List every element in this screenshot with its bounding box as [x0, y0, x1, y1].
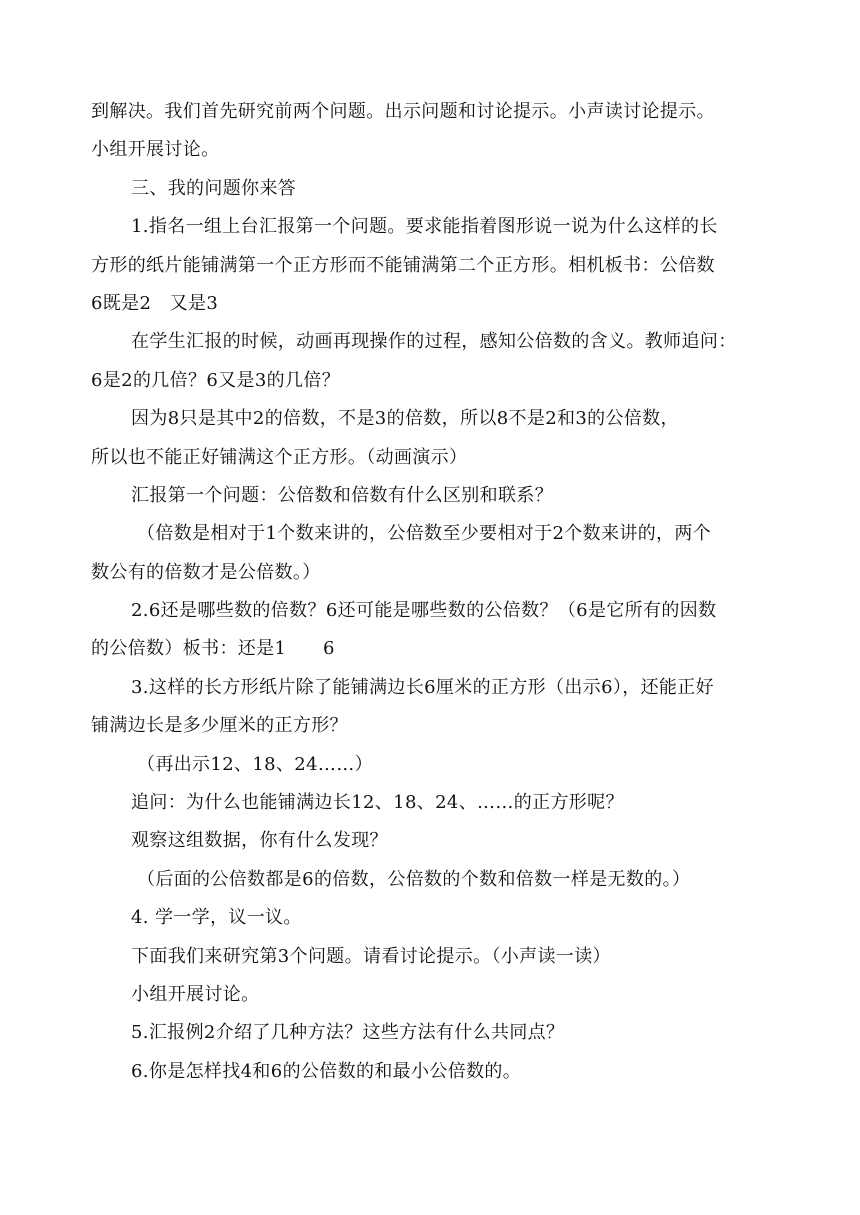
text-line: 5.汇报例2介绍了几种方法？这些方法有什么共同点？	[131, 1022, 565, 1044]
text-line: 2.6还是哪些数的倍数？6还可能是哪些数的公倍数？（6是它所有的因数	[131, 600, 717, 622]
section-heading: 三、我的问题你来答	[131, 177, 297, 199]
text-line: 铺满边长是多少厘米的正方形？	[91, 715, 348, 737]
text-line: 的公倍数）板书：还是1 6	[91, 638, 335, 660]
text-line: 汇报第一个问题：公倍数和倍数有什么区别和联系？	[131, 484, 554, 506]
text-line: 下面我们来研究第3个问题。请看讨论提示。（小声读一读）	[131, 945, 611, 967]
text-line: （后面的公倍数都是6的倍数，公倍数的个数和倍数一样是无数的。）	[137, 868, 691, 890]
text-line: 小组开展讨论。	[91, 139, 220, 161]
text-line: 小组开展讨论。	[131, 983, 260, 1005]
text-line: 到解决。我们首先研究前两个问题。出示问题和讨论提示。小声读讨论提示。	[91, 101, 715, 122]
text-line: 方形的纸片能铺满第一个正方形而不能铺满第二个正方形。相机板书：公倍数	[91, 254, 715, 276]
text-line: （倍数是相对于1个数来讲的，公倍数至少要相对于2个数来讲的，两个	[137, 523, 712, 545]
text-line: 所以也不能正好铺满这个正方形。（动画演示）	[91, 446, 468, 468]
text-line: 6.你是怎样找4和6的公倍数的和最小公倍数的。	[131, 1060, 522, 1082]
text-line: 数公有的倍数才是公倍数。）	[91, 561, 321, 583]
text-line: 4. 学一学，议一议。	[131, 907, 302, 929]
text-line: 在学生汇报的时候，动画再现操作的过程，感知公倍数的含义。教师追问：	[131, 331, 737, 353]
text-line: 追问：为什么也能铺满边长12、18、24、……的正方形呢？	[131, 792, 624, 814]
text-line: （再出示12、18、24……）	[137, 753, 373, 775]
text-line: 6既是2 又是3	[91, 292, 219, 314]
text-line: 观察这组数据，你有什么发现？	[131, 830, 388, 852]
text-line: 6是2的几倍？6又是3的几倍？	[91, 369, 341, 391]
document-body	[91, 93, 781, 1091]
text-line: 1.指名一组上台汇报第一个问题。要求能指着图形说一说为什么这样的长	[131, 216, 718, 238]
text-line: 因为8只是其中2的倍数，不是3的倍数，所以8不是2和3的公倍数，	[131, 408, 679, 430]
text-line: 3.这样的长方形纸片除了能铺满边长6厘米的正方形（出示6），还能正好	[131, 676, 714, 698]
